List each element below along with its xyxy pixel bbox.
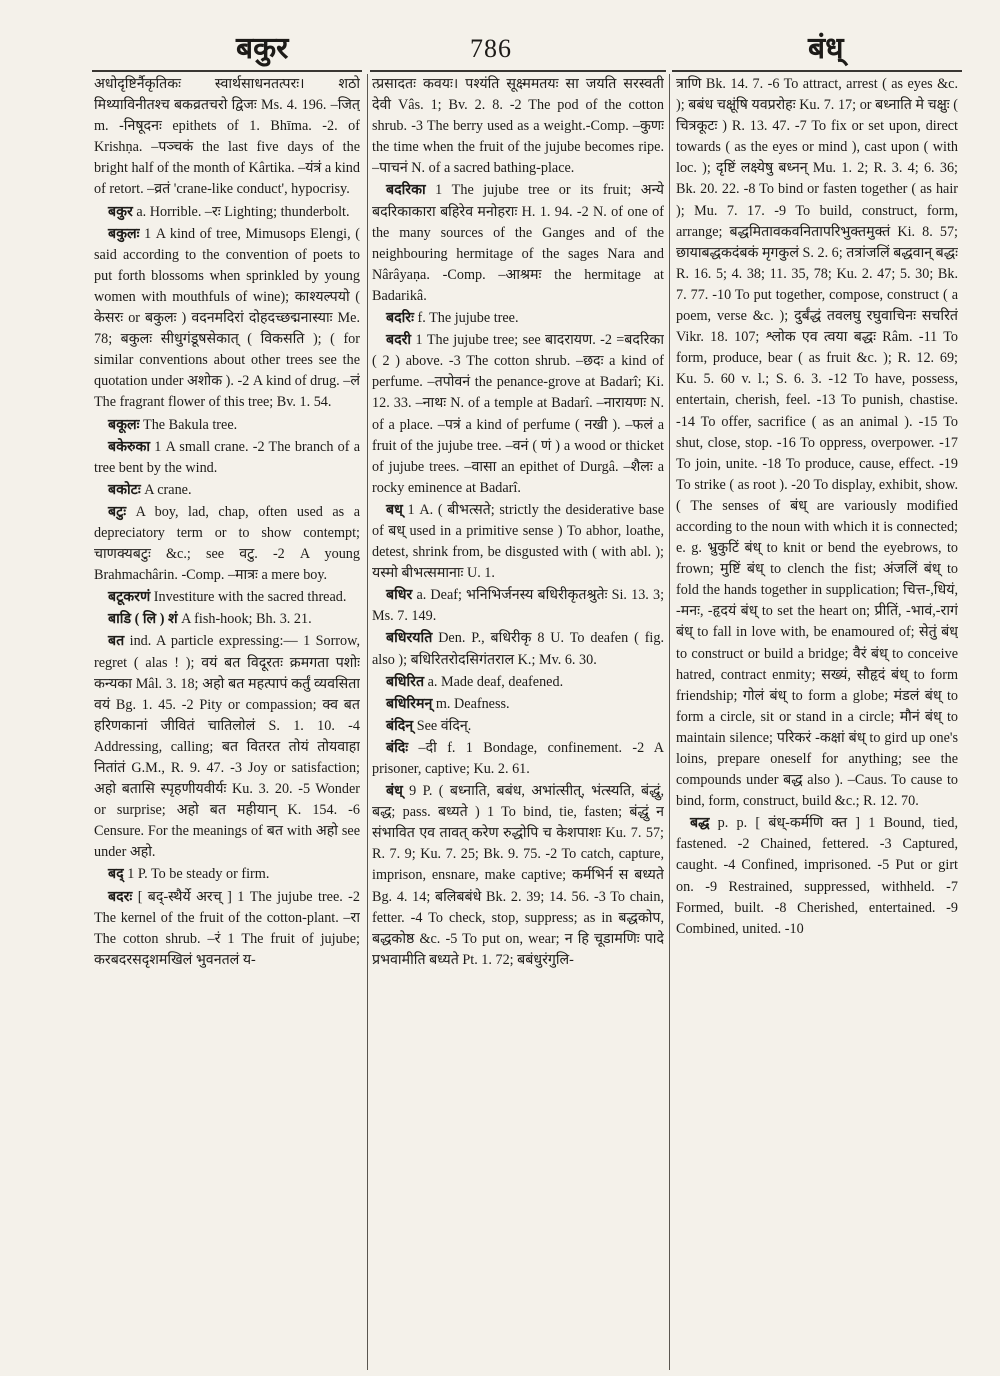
entry-definition: m. Deafness. <box>435 695 510 712</box>
dictionary-entry <box>94 887 360 971</box>
header-rule-middle <box>370 70 666 72</box>
dictionary-entry <box>372 672 664 693</box>
dictionary-entry <box>372 330 664 499</box>
entry-definition: 1 A small crane. -2 The branch of a tree bent by the wind. <box>94 438 360 476</box>
entry-definition: त्प्रसादतः कवयः। पश्यंति सूक्ष्ममतयः सा जयति सरस्वती देवी Vâs. 1; Bv. 2. 8. -2 The pod of the cotton shrub. -3 The berry used as a weight.-Comp. –कुणः the time when the fruit of the jujube becomes ripe. –पाचनं N. of a sacred bathing-place. <box>372 76 664 177</box>
dictionary-entry <box>372 694 664 715</box>
page-number: 786 <box>470 34 512 63</box>
entry-definition: त्राणि Bk. 14. 7. -6 To attract, arrest ( as eyes &c. ); बबंध चक्षूंषि यवप्ररोहः Ku. 7. 17; or बध्नाति मे चक्षुः ( चित्रकूटः ) R. 13. 47. -7 To fix or set upon, direct towards ( as the eyes or mind ), cast upon ( with loc. ); दृष्टिं लक्ष्येषु बध्नन् Mu. 1. 2; R. 3. 4; 6. 36; Bk. 20. 22. -8 To bind or fasten together ( as hair ); Mu. 7. 17. -9 To build, construct, form, arrange; बद्धमितावकवनितापरिभुक्तमुक्तं Ki. 8. 57; छायाबद्धकदंबकं मृगकुलं S. 2. 6; तत्रांजलिं बद्धवान् बद्धः R. 16. 5; 4. 38; 11. 35, 78; Ku. 2. 47; 5. 30; Bk. 7. 77. -10 To put together, compose, construct ( a poem, verse &c. ); दुर्बंद्धं तवलघु रघुवाचिनः सचरितं Vikr. 18. 107; श्लोक एव त्वया बद्धः Râm. -11 To form, produce, bear ( as fruit &c. ); R. 12. 69; Ku. 5. 60 v. l.; S. 6. 3. -12 To have, possess, entertain, cherish, feel. -13 To punish, chastise. -14 To offer, sacrifice ( as an animal ). -15 To shut, close, stop. -16 To oppress, overpower. -17 To join, unite. -18 To produce, cause, effect. -19 To strike ( as root ). -20 To display, exhibit, show. ( The senses of बंध् are variously modified according to the noun with which it is connected; e. g. भ्रुकुटिं बंध् to knit or bend the eyebrows, to frown; मुष्टिं बंध् to clench the fist; अंजलिं बंध् to fold the hands together in supplication; चित्त-,धियं, -मनः, -हृदयं बंध् to set the heart on; प्रीतिं, -भावं,-रागं बंध् to fall in love with, be enamoured of; सेतुं बंध् to construct or build a bridge; वैरं बंध् to conceive hatred, contract enmity; सख्यं, सौहृदं बंध् to form friendship; गोलं बंध् to form a globe; मंडलं बंध् to form a circle, sit or stand in a circle; मौनं बंध् to maintain silence; परिकरं -कक्षां बंध् to gird up one's loins, prepare oneself for anything; see the compounds under बद्ध also ). –Caus. To cause to bind, form, construct, build &c.; R. 12. 70. <box>676 76 958 810</box>
entry-headword: बधिरयति <box>386 630 433 647</box>
entry-definition: A crane. <box>144 481 192 498</box>
entry-headword: बदरिका <box>386 182 426 199</box>
dictionary-entry <box>94 864 360 885</box>
text-column-1 <box>94 74 360 1370</box>
entry-headword: बदरिः <box>386 310 414 327</box>
entry-headword: बंध् <box>386 783 403 800</box>
entry-headword: बकुर <box>108 203 133 220</box>
column-divider <box>367 74 368 1370</box>
column-divider <box>669 74 670 1370</box>
entry-definition: A fish-hook; Bh. 3. 21. <box>181 611 312 628</box>
dictionary-entry <box>676 813 958 940</box>
dictionary-entry <box>94 224 360 414</box>
dictionary-entry <box>94 202 360 223</box>
entry-headword: बटूकरणं <box>108 589 151 606</box>
entry-definition: a. Made deaf, deafened. <box>427 673 564 690</box>
dictionary-entry <box>94 609 360 630</box>
entry-definition: a. Horrible. –रः Lighting; thunderbolt. <box>136 203 350 220</box>
entry-headword: बकुलः <box>108 225 140 242</box>
entry-definition: 1 A. ( बीभत्सते; strictly the desiderative base of बध् used in a primitive sense ) To abhor, loathe, detest, shrink from, be disgusted with ( with abl. ); यस्मो बीभत्समानाः U. 1. <box>372 501 664 582</box>
dictionary-entry <box>372 738 664 780</box>
entry-headword: बंदिन् <box>386 717 414 734</box>
entry-definition: A boy, lad, chap, often used as a depreciatory term or to show contempt; चाणक्यबटुः &c.; see वटु. -2 A young Brahmachârin. -Comp. –मात्रः a mere boy. <box>94 503 360 584</box>
entry-headword: बकेरुका <box>108 438 151 455</box>
entry-headword: बधिर <box>386 587 413 604</box>
entry-definition: The Bakula tree. <box>143 416 238 433</box>
dictionary-entry <box>372 585 664 627</box>
entry-headword: बदरी <box>386 332 412 349</box>
dictionary-entry <box>94 437 360 479</box>
right-guide-word: बंध् <box>808 32 844 65</box>
dictionary-entry <box>676 74 958 812</box>
text-column-3 <box>676 74 958 1370</box>
dictionary-entry <box>94 74 360 201</box>
entry-headword: बकोटः <box>108 481 141 498</box>
dictionary-entry <box>372 500 664 584</box>
entry-definition: 9 P. ( बध्नाति, बबंध, अभांत्सीत्, भंत्स्यति, बंद्धुं, बद्ध; pass. बध्यते ) 1 To bind, tie, fasten; बंद्धुं न संभावित एव तावत् करेण रुद्धोपि च केशपाशः Ku. 7. 57; R. 7. 9; Ku. 7. 25; Bk. 9. 75. -2 To catch, capture, imprison, ensnare, make captive; कर्मभिर्न स बध्यते Bg. 4. 14; बलिबबंधे Bk. 2. 39; 14. 56. -3 To chain, fetter. -4 To check, stop, suppress; as in बद्धकोप, बद्धकोष्ठ &c. -5 To put on, wear; न हि चूडामणिः पादे प्रभवामीति बध्यते Pt. 1. 72; बबंधुरंगुलि- <box>372 783 664 968</box>
dictionary-entry <box>94 480 360 501</box>
entry-definition: a. Deaf; भनिभिर्जनस्य बधिरीकृतश्रुतेः Si. 13. 3; Ms. 7. 149. <box>372 587 664 625</box>
left-guide-word: बकुर <box>236 32 289 65</box>
header-rule-right <box>672 70 962 72</box>
entry-definition: 1 The jujube tree; see बादरायण. -2 =बदरिका ( 2 ) above. -3 The cotton shrub. –छदः a kind of perfume. –तपोवनं the penance-grove at Badarî; Ki. 12. 33. –नाथः N. of a temple at Badarî. –नारायणः N. of a place. –पत्रं a kind of perfume ( नखी ). –फलं a fruit of the jujube tree. –वनं ( णं ) a wood or thicket of jujube trees. –वासा an epithet of Durgâ. –शैलः a rocky eminence at Badarî. <box>372 332 664 496</box>
dictionary-entry <box>372 74 664 179</box>
dictionary-entry <box>94 415 360 436</box>
entry-definition: p. p. [ बंध्-कर्मणि क्त ] 1 Bound, tied, fastened. -2 Chained, fettered. -3 Captured, caught. -4 Confined, imprisoned. -5 Put or girt on. -9 Restrained, suppressed, withheld. -7 Formed, built. -8 Cherished, entertained. -9 Combined, united. -10 <box>676 815 958 937</box>
entry-headword: बंदिः <box>386 739 409 756</box>
dictionary-entry <box>372 781 664 971</box>
dictionary-entry <box>372 180 664 307</box>
dictionary-entry <box>372 308 664 329</box>
entry-headword: बटुः <box>108 503 127 520</box>
dictionary-entry <box>94 502 360 586</box>
header-rule-left <box>92 70 362 72</box>
text-column-2 <box>372 74 664 1370</box>
entry-headword: बकूलः <box>108 416 140 433</box>
entry-definition: Investiture with the sacred thread. <box>153 589 347 606</box>
entry-headword: बत <box>108 633 125 650</box>
entry-definition: [ बद्-स्थैर्ये अरच् ] 1 The jujube tree. -2 The kernel of the fruit of the cotton-plant. –रा The cotton shrub. –रं 1 The fruit of jujube; करबदरसदृशमखिलं भुवनतलं य- <box>94 888 360 968</box>
entry-headword: बद् <box>108 866 124 883</box>
entry-definition: 1 A kind of tree, Mimusops Elengi, ( said according to the convention of poets to put forth blossoms when sprinkled by young women with mouthfuls of wine); काश्यल्पयो ( केसरः or बकुलः ) वदनमदिरां दोहदच्छद्मनास्याः Me. 78; बकुलः सीधुगंडूषसेकात् ( विकसति ); ( for similar conventions about other trees see the quotation under अशोक ). -2 A kind of drug. –लं The fragrant flower of this tree; Bv. 1. 54. <box>94 225 360 411</box>
entry-definition: 1 The jujube tree or its fruit; अन्ये बदरिकाकारा बहिरेव मनोहराः H. 1. 94. -2 N. of one of the many sources of the Ganges and of the neighbouring hermitage of the sages Nara and Nârâyaṇa. -Comp. –आश्रमः the hermitage at Badarikâ. <box>372 182 664 304</box>
dictionary-entry <box>372 716 664 737</box>
entry-definition: See वंदिन्. <box>416 717 472 734</box>
dictionary-entry <box>94 587 360 608</box>
entry-headword: बदरः <box>108 888 133 905</box>
entry-headword: बधिरित <box>386 673 425 690</box>
dictionary-entry <box>94 631 360 863</box>
entry-headword: बधिरिमन् <box>386 695 433 712</box>
dictionary-entry <box>372 628 664 670</box>
entry-definition: –दी f. 1 Bondage, confinement. -2 A prisoner, captive; Ku. 2. 61. <box>372 739 664 777</box>
entry-definition: अधोदृष्टिर्नैकृतिकः स्वार्थसाधनतत्परः। शठो मिथ्याविनीतश्च बकव्रतचरो द्विजः Ms. 4. 196. –जित् m. -निषूदनः epithets of 1. Bhīma. -2. of Krishṇa. –पञ्चकं the last five days of the bright half of the month of Kârtika. –यंत्रं a kind of retort. –व्रतं 'crane-like conduct', hypocrisy. <box>94 76 360 198</box>
entry-definition: Den. P., बधिरीकृ 8 U. To deafen ( fig. also ); बधिरितरोदसिगंतराल K.; Mv. 6. 30. <box>372 630 664 668</box>
entry-headword: बद्ध <box>690 815 710 832</box>
entry-headword: बाडि ( लि ) शं <box>108 611 178 628</box>
entry-definition: 1 P. To be steady or firm. <box>127 866 270 883</box>
entry-definition: ind. A particle expressing:— 1 Sorrow, regret ( alas ! ); वयं बत विदूरतः क्रमगता पशोः कन्यका Mâl. 3. 18; अहो बत महत्पापं कर्तुं व्यवसिता वयं Bg. 1. 45. -2 Pity or compassion; क्व बत हरिणकानां जीवितं चातिलोलं S. 1. 10. -4 Addressing, calling; बत वितरत तोयं तोयवाहा नितांतं G.M., R. 9. 47. -3 Joy or satisfaction; अहो बतासि स्पृहणीयवीर्यः Ku. 3. 20. -5 Wonder or surprise; अहो बत महीयान् K. 154. -6 Censure. For the meanings of बत with अहो see under अहो. <box>94 633 360 861</box>
entry-definition: f. The jujube tree. <box>417 310 519 327</box>
page-header <box>0 30 1000 70</box>
entry-headword: बध् <box>386 501 403 518</box>
